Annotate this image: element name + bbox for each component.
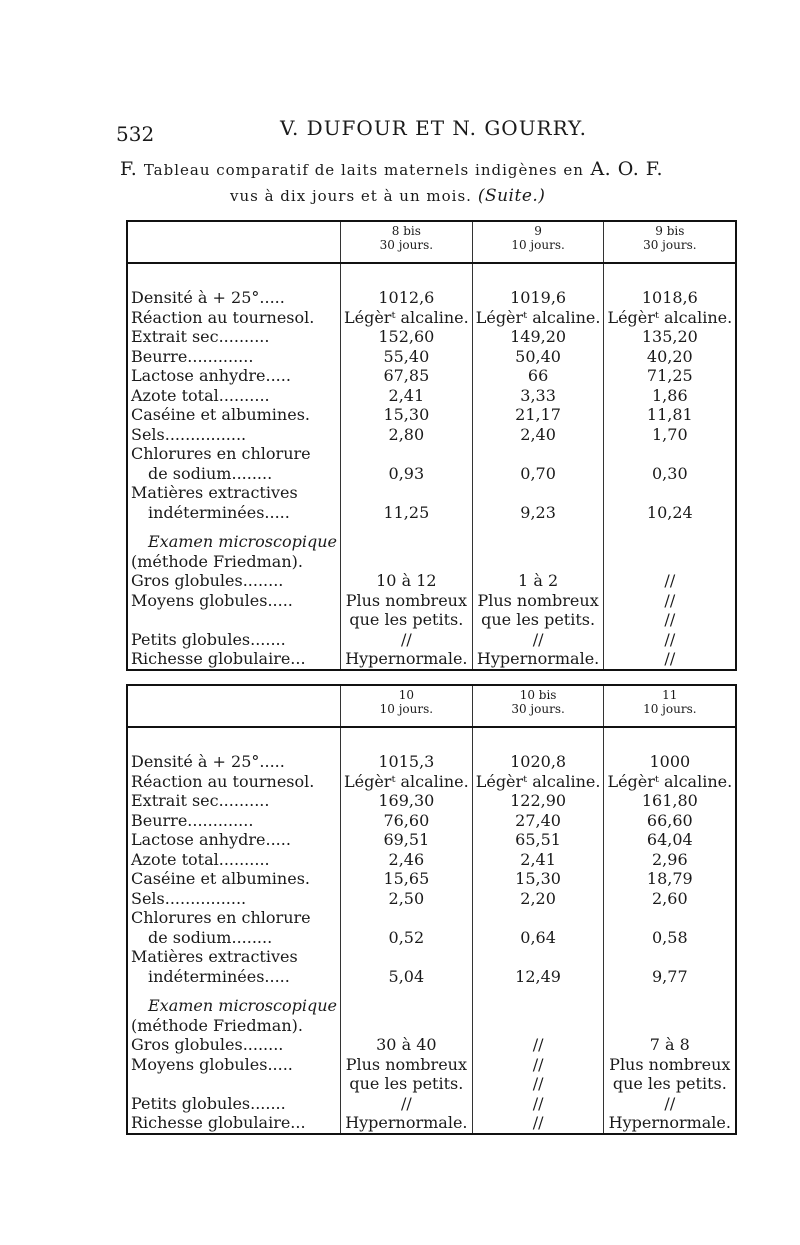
data-table-1 [126, 220, 737, 671]
table-row [127, 869, 736, 889]
cell-value: 9,23 [472, 503, 604, 523]
column-header [472, 221, 604, 263]
cell-value: 3,33 [472, 386, 604, 406]
title-text: Tableau comparatif de laits maternels indigènes en [143, 161, 584, 179]
cell-value [604, 444, 736, 464]
cell-value: 66 [472, 366, 604, 386]
table-row [127, 308, 736, 328]
micro-heading: Examen microscopique [148, 532, 337, 551]
title-aof: A. O. F. [590, 158, 664, 180]
micro-method: (méthode Friedman). [131, 1015, 303, 1035]
cell-value: 40,20 [604, 347, 736, 367]
micro-row [127, 630, 736, 650]
cell-value: 1019,6 [472, 288, 604, 308]
row-label: Extrait sec.......... [131, 791, 270, 810]
cell-value: Légèrᵗ alcaline. [604, 308, 736, 328]
table-row [127, 405, 736, 425]
cell-value: // [604, 571, 736, 591]
table-row [127, 850, 736, 870]
header-row [127, 221, 736, 263]
column-header [604, 685, 736, 727]
cell-value: 2,20 [472, 889, 604, 909]
cell-value: 7 à 8 [604, 1035, 736, 1055]
cell-value: 135,20 [604, 327, 736, 347]
cell-value: 1012,6 [340, 288, 472, 308]
cell-value: // [604, 1094, 736, 1114]
title-text-2: vus à dix jours et à un mois. [230, 187, 472, 205]
cell-value: 64,04 [604, 830, 736, 850]
column-name: 9 bis [655, 224, 685, 238]
cell-value: 18,79 [604, 869, 736, 889]
table-row [127, 889, 736, 909]
cell-value: 2,46 [340, 850, 472, 870]
cell-value: 10,24 [604, 503, 736, 523]
row-label: Chlorures en chlorure [131, 908, 311, 927]
cell-value: // [604, 591, 736, 611]
table-row [127, 908, 736, 928]
cell-value [604, 947, 736, 967]
cell-value: que les petits. [604, 1074, 736, 1094]
cell-value [340, 483, 472, 503]
cell-value: 2,40 [472, 425, 604, 445]
micro-heading: Examen microscopique [148, 996, 337, 1015]
cell-value: 21,17 [472, 405, 604, 425]
column-header [340, 221, 472, 263]
cell-value: 15,30 [340, 405, 472, 425]
cell-value: 12,49 [472, 967, 604, 987]
row-label: Réaction au tournesol. [131, 771, 315, 791]
row-label: indéterminées..... [148, 966, 290, 986]
table-row [127, 830, 736, 850]
micro-row [127, 1035, 736, 1055]
column-name: 10 bis [519, 688, 557, 702]
cell-value: 5,04 [340, 967, 472, 987]
cell-value: 0,30 [604, 464, 736, 484]
table-row [127, 366, 736, 386]
cell-value: 11,25 [340, 503, 472, 523]
data-table-2 [126, 684, 737, 1135]
cell-value: Plus nombreux [340, 591, 472, 611]
cell-value: // [472, 1074, 604, 1094]
table-row [127, 386, 736, 406]
cell-value: 1020,8 [472, 752, 604, 772]
cell-value [340, 908, 472, 928]
row-label: Beurre............. [131, 810, 254, 830]
cell-value: 2,50 [340, 889, 472, 909]
running-head: V. DUFOUR ET N. GOURRY. [280, 116, 588, 140]
cell-value [472, 947, 604, 967]
cell-value: Légèrᵗ alcaline. [472, 772, 604, 792]
page-number: 532 [116, 122, 155, 146]
cell-value: que les petits. [340, 610, 472, 630]
row-label: de sodium........ [148, 927, 273, 947]
row-label: Richesse globulaire... [131, 1113, 306, 1132]
cell-value: // [472, 1035, 604, 1055]
cell-value [604, 483, 736, 503]
cell-value: // [604, 610, 736, 630]
cell-value: Plus nombreux [604, 1055, 736, 1075]
cell-value: 122,90 [472, 791, 604, 811]
cell-value: 2,80 [340, 425, 472, 445]
column-sub: 30 jours. [379, 238, 434, 252]
column-sub: 10 jours. [643, 702, 697, 716]
row-label: Moyens globules..... [131, 590, 293, 610]
column-name: 10 [398, 688, 414, 702]
row-label: Richesse globulaire... [131, 649, 306, 668]
title-letter: F. [120, 158, 138, 180]
cell-value: 0,64 [472, 928, 604, 948]
table-row [127, 811, 736, 831]
micro-row [127, 1074, 736, 1094]
cell-value: 71,25 [604, 366, 736, 386]
row-label: Petits globules....... [131, 629, 286, 649]
row-label: Beurre............. [131, 346, 254, 366]
micro-method-row [127, 1016, 736, 1036]
micro-row [127, 649, 736, 670]
row-label: indéterminées..... [148, 502, 290, 522]
table-row [127, 483, 736, 503]
cell-value: Hypernormale. [340, 649, 472, 670]
row-label: Caséine et albumines. [131, 405, 310, 424]
row-label: Gros globules........ [131, 571, 284, 590]
row-label: Azote total.......... [131, 385, 270, 405]
table-row [127, 752, 736, 772]
cell-value: 2,41 [340, 386, 472, 406]
cell-value: 0,70 [472, 464, 604, 484]
cell-value: 0,93 [340, 464, 472, 484]
cell-value: 0,52 [340, 928, 472, 948]
row-label: Petits globules....... [131, 1093, 286, 1113]
cell-value: 169,30 [340, 791, 472, 811]
header-blank [127, 685, 340, 727]
table-row [127, 444, 736, 464]
row-label: Extrait sec.......... [131, 327, 270, 346]
cell-value [472, 483, 604, 503]
row-label: Chlorures en chlorure [131, 444, 311, 463]
column-sub: 30 jours. [511, 702, 565, 716]
cell-value: // [472, 1113, 604, 1134]
cell-value: 161,80 [604, 791, 736, 811]
column-header [340, 685, 472, 727]
table-row [127, 425, 736, 445]
cell-value: // [604, 630, 736, 650]
cell-value: 2,96 [604, 850, 736, 870]
cell-value [472, 444, 604, 464]
cell-value: 9,77 [604, 967, 736, 987]
column-name: 11 [662, 688, 678, 702]
row-label: Réaction au tournesol. [131, 307, 315, 327]
row-label: de sodium........ [148, 463, 273, 483]
row-label: Azote total.......... [131, 849, 270, 869]
cell-value: que les petits. [340, 1074, 472, 1094]
cell-value: 69,51 [340, 830, 472, 850]
header-row [127, 685, 736, 727]
cell-value: 10 à 12 [340, 571, 472, 591]
cell-value: 27,40 [472, 811, 604, 831]
table-row [127, 347, 736, 367]
row-label: Moyens globules..... [131, 1054, 293, 1074]
row-label: Caséine et albumines. [131, 869, 310, 888]
cell-value: 2,60 [604, 889, 736, 909]
micro-heading-row [127, 996, 736, 1016]
row-label: Densité à + 25°..... [131, 288, 285, 307]
cell-value [340, 444, 472, 464]
table-row [127, 772, 736, 792]
table-row [127, 928, 736, 948]
micro-heading-row [127, 532, 736, 552]
row-label [127, 610, 340, 630]
cell-value: // [604, 649, 736, 670]
row-label: Matières extractives [131, 947, 298, 966]
cell-value: 1018,6 [604, 288, 736, 308]
table-row [127, 967, 736, 987]
cell-value: Légèrᵗ alcaline. [604, 772, 736, 792]
cell-value: 1015,3 [340, 752, 472, 772]
cell-value [604, 908, 736, 928]
micro-method-row [127, 552, 736, 572]
table-row [127, 464, 736, 484]
cell-value: 1,86 [604, 386, 736, 406]
row-label: Sels................ [131, 888, 247, 908]
cell-value: // [340, 1094, 472, 1114]
cell-value: Plus nombreux [340, 1055, 472, 1075]
row-label: Lactose anhydre..... [131, 366, 291, 385]
cell-value: Hypernormale. [340, 1113, 472, 1134]
cell-value: 67,85 [340, 366, 472, 386]
cell-value: 30 à 40 [340, 1035, 472, 1055]
cell-value: 15,65 [340, 869, 472, 889]
cell-value: 1,70 [604, 425, 736, 445]
cell-value: Hypernormale. [472, 649, 604, 670]
micro-row [127, 610, 736, 630]
column-header [472, 685, 604, 727]
cell-value: Plus nombreux [472, 591, 604, 611]
row-label: Lactose anhydre..... [131, 830, 291, 849]
cell-value: 65,51 [472, 830, 604, 850]
micro-row [127, 571, 736, 591]
micro-row [127, 1113, 736, 1134]
cell-value: 66,60 [604, 811, 736, 831]
column-header [604, 221, 736, 263]
row-label: Sels................ [131, 424, 247, 444]
cell-value: 149,20 [472, 327, 604, 347]
cell-value: 11,81 [604, 405, 736, 425]
cell-value: // [340, 630, 472, 650]
column-sub: 10 jours. [379, 702, 434, 716]
cell-value: 2,41 [472, 850, 604, 870]
cell-value: 0,58 [604, 928, 736, 948]
column-name: 9 [534, 224, 542, 238]
micro-row [127, 1094, 736, 1114]
cell-value: 50,40 [472, 347, 604, 367]
micro-row [127, 591, 736, 611]
cell-value [340, 947, 472, 967]
cell-value: que les petits. [472, 610, 604, 630]
column-sub: 30 jours. [643, 238, 697, 252]
table-row [127, 288, 736, 308]
header-blank [127, 221, 340, 263]
cell-value: Hypernormale. [604, 1113, 736, 1134]
row-label: Matières extractives [131, 483, 298, 502]
table-title-line1 [120, 158, 663, 180]
cell-value: 55,40 [340, 347, 472, 367]
cell-value: 76,60 [340, 811, 472, 831]
row-label [127, 1074, 340, 1094]
table-row [127, 503, 736, 523]
cell-value: 152,60 [340, 327, 472, 347]
row-label: Gros globules........ [131, 1035, 284, 1054]
cell-value: 1000 [604, 752, 736, 772]
cell-value: Légèrᵗ alcaline. [340, 308, 472, 328]
cell-value: 1 à 2 [472, 571, 604, 591]
cell-value [472, 908, 604, 928]
column-name: 8 bis [391, 224, 421, 238]
cell-value: // [472, 630, 604, 650]
table-row [127, 791, 736, 811]
table-row [127, 947, 736, 967]
micro-method: (méthode Friedman). [131, 551, 303, 571]
cell-value: Légèrᵗ alcaline. [340, 772, 472, 792]
row-label: Densité à + 25°..... [131, 752, 285, 771]
micro-row [127, 1055, 736, 1075]
title-suite: (Suite.) [477, 186, 546, 206]
cell-value: 15,30 [472, 869, 604, 889]
cell-value: // [472, 1055, 604, 1075]
cell-value: Légèrᵗ alcaline. [472, 308, 604, 328]
column-sub: 10 jours. [511, 238, 565, 252]
table-title-line2 [230, 186, 545, 206]
cell-value: // [472, 1094, 604, 1114]
table-row [127, 327, 736, 347]
